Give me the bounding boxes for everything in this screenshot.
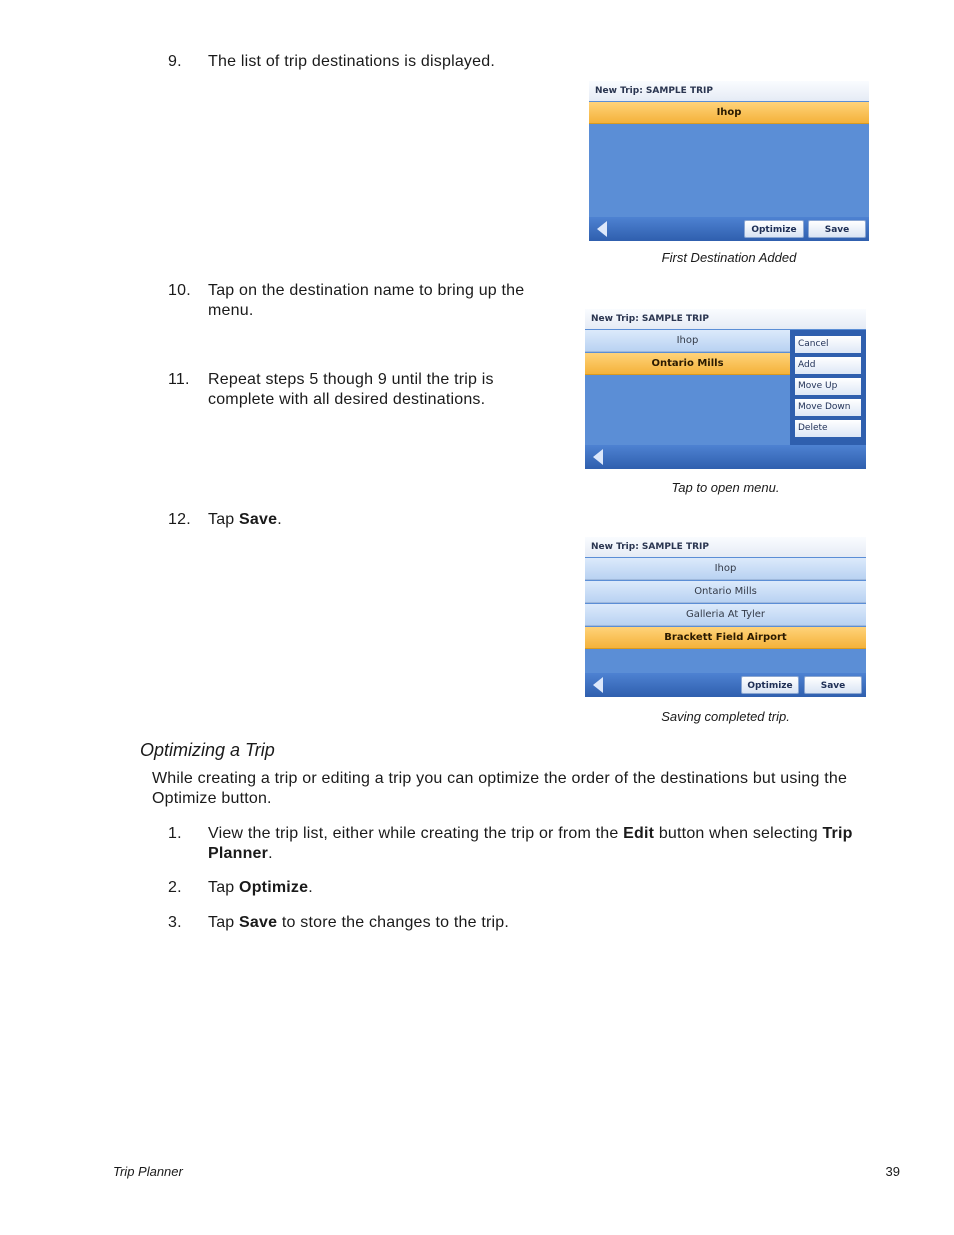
page-number: 39	[885, 1164, 900, 1179]
step-text: Tap Save.	[208, 511, 282, 528]
step-text: Tap Optimize.	[208, 879, 313, 896]
step-number: 2.	[168, 879, 182, 896]
step-number: 12.	[168, 511, 191, 528]
menu-delete: Delete	[795, 420, 861, 437]
back-arrow-icon	[593, 449, 603, 465]
optimize-button: Optimize	[744, 220, 804, 238]
menu-add: Add	[795, 357, 861, 374]
step-number: 10.	[168, 282, 191, 299]
destination-row: Ihop	[589, 102, 869, 124]
step-text: Repeat steps 5 though 9 until the trip is complete with all desired destinations.	[208, 371, 494, 408]
step-text: The list of trip destinations is displayed.	[208, 53, 495, 70]
menu-move-down: Move Down	[795, 399, 861, 416]
optimize-button: Optimize	[741, 676, 799, 694]
figure-caption: Tap to open menu.	[671, 480, 780, 495]
back-arrow-icon	[593, 677, 603, 693]
menu-move-up: Move Up	[795, 378, 861, 395]
step-text: Tap Save to store the changes to the trip.	[208, 914, 510, 931]
destination-row-selected: Ontario Mills	[585, 353, 790, 375]
step-text: View the trip list, either while creating the trip or from the Edit button when selecting Trip Planner.	[208, 825, 853, 862]
figure-caption: First Destination Added	[661, 250, 797, 265]
screenshot-tap-menu	[585, 309, 866, 469]
step-text: Tap on the destination name to bring up the menu.	[208, 282, 525, 319]
screenshot-first-destination	[589, 81, 869, 241]
screen-title: New Trip: SAMPLE TRIP	[585, 537, 866, 557]
save-button: Save	[804, 676, 862, 694]
destination-row: Galleria At Tyler	[585, 604, 866, 626]
screen-title: New Trip: SAMPLE TRIP	[585, 309, 866, 329]
destination-row: Ihop	[585, 330, 790, 352]
step-number: 9.	[168, 53, 182, 70]
screen-toolbar	[589, 217, 869, 241]
footer-section-name: Trip Planner	[113, 1164, 183, 1179]
step-number: 1.	[168, 825, 182, 842]
screenshot-saving-trip	[585, 537, 866, 697]
destination-row: Ihop	[585, 558, 866, 580]
screen-title: New Trip: SAMPLE TRIP	[589, 81, 869, 101]
section-heading: Optimizing a Trip	[140, 740, 275, 760]
destination-row: Ontario Mills	[585, 581, 866, 603]
section-intro: While creating a trip or editing a trip you can optimize the order of the destinations but using the Optimize button.	[152, 770, 848, 807]
screen-toolbar	[585, 445, 866, 469]
step-number: 11.	[168, 371, 190, 388]
back-arrow-icon	[597, 221, 607, 237]
menu-cancel: Cancel	[795, 336, 861, 353]
save-button: Save	[808, 220, 866, 238]
step-number: 3.	[168, 914, 182, 931]
context-menu	[790, 330, 866, 445]
destination-row-selected: Brackett Field Airport	[585, 627, 866, 649]
figure-caption: Saving completed trip.	[661, 709, 790, 724]
screen-toolbar	[585, 673, 866, 697]
